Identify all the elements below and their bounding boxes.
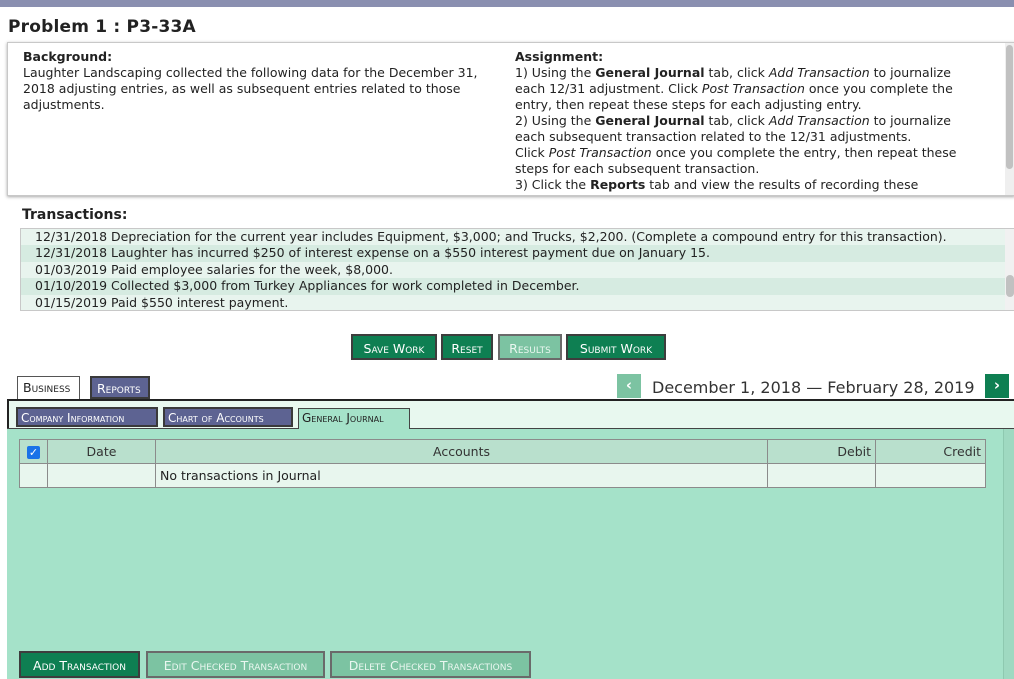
row-checkbox-cell [20,464,48,488]
transaction-row: 12/31/2018 Laughter has incurred $250 of interest expense on a $550 interest payment due on January 15. [21,245,1014,261]
add-transaction-button[interactable]: Add Transaction [19,651,140,678]
transaction-row: 12/31/2018 Depreciation for the current year includes Equipment, $3,000; and Trucks, $2,200. (Complete a compound entry for this transaction). [21,229,1014,245]
instructions-box [7,42,1014,196]
edit-checked-transaction-button[interactable]: Edit Checked Transaction [146,651,325,678]
credit-column-header: Credit [876,440,986,464]
debit-column-header: Debit [768,440,876,464]
background-section [23,49,493,113]
transactions-scrollbar[interactable] [1005,229,1014,310]
background-heading: Background: [23,49,113,64]
accounts-column-header: Accounts [156,440,768,464]
transactions-list [20,228,1014,311]
transaction-row: 01/15/2019 Paid $550 interest payment. [21,295,1014,311]
assignment-heading: Assignment: [515,49,604,64]
tab-company-information[interactable]: Company Information [16,407,158,427]
save-work-button[interactable]: Save Work [351,334,437,360]
journal-table [19,439,986,488]
delete-checked-transactions-button[interactable]: Delete Checked Transactions [330,651,531,678]
submit-work-button[interactable]: Submit Work [566,334,666,360]
tab-business[interactable]: Business [17,376,80,399]
reset-button[interactable]: Reset [441,334,493,360]
assignment-step-2: 2) Using the General Journal tab, click Add Transaction to journalize each subsequent transaction related to the 12/31 adjustments. Click Post Transaction once you complete the entry, then repeat these steps for each subsequent transaction. [515,113,957,176]
previous-period-icon[interactable]: ‹ [617,374,641,398]
empty-journal-message: No transactions in Journal [156,464,768,488]
transaction-row: 01/03/2019 Paid employee salaries for the week, $8,000. [21,262,1014,278]
results-button[interactable]: Results [498,334,562,360]
select-all-checkbox[interactable]: ✓ [28,446,39,459]
journal-header-row [20,440,986,464]
assignment-step-1: 1) Using the General Journal tab, click Add Transaction to journalize each 12/31 adjustment. Click Post Transaction once you complete the entry, then repeat these steps for each adjusting entry. [515,65,953,112]
debit-cell [768,464,876,488]
instructions-scrollbar[interactable] [1005,43,1014,195]
date-column-header: Date [48,440,156,464]
period-range: December 1, 2018 — February 28, 2019 [652,378,975,397]
tab-reports[interactable]: Reports [90,376,150,399]
scrollbar-thumb[interactable] [1006,275,1014,297]
next-period-icon[interactable]: › [985,374,1009,398]
top-bar [0,0,1014,7]
table-row [20,464,986,488]
background-text: Laughter Landscaping collected the following data for the December 31, 2018 adjusting entries, as well as subsequent entries related to those adjustments. [23,65,478,112]
tab-chart-of-accounts[interactable]: Chart of Accounts [163,407,293,427]
credit-cell [876,464,986,488]
transactions-heading: Transactions: [22,207,128,223]
page-title: Problem 1 : P3-33A [8,17,196,37]
assignment-step-3: 3) Click the Reports tab and view the results of recording these [515,177,919,192]
scrollbar-thumb[interactable] [1006,45,1013,169]
tab-general-journal[interactable]: General Journal [298,408,410,429]
journal-scrollbar[interactable] [1003,429,1014,679]
transaction-row: 01/10/2019 Collected $3,000 from Turkey Appliances for work completed in December. [21,278,1014,294]
select-all-cell[interactable] [20,440,48,464]
assignment-section [515,49,980,193]
date-cell [48,464,156,488]
